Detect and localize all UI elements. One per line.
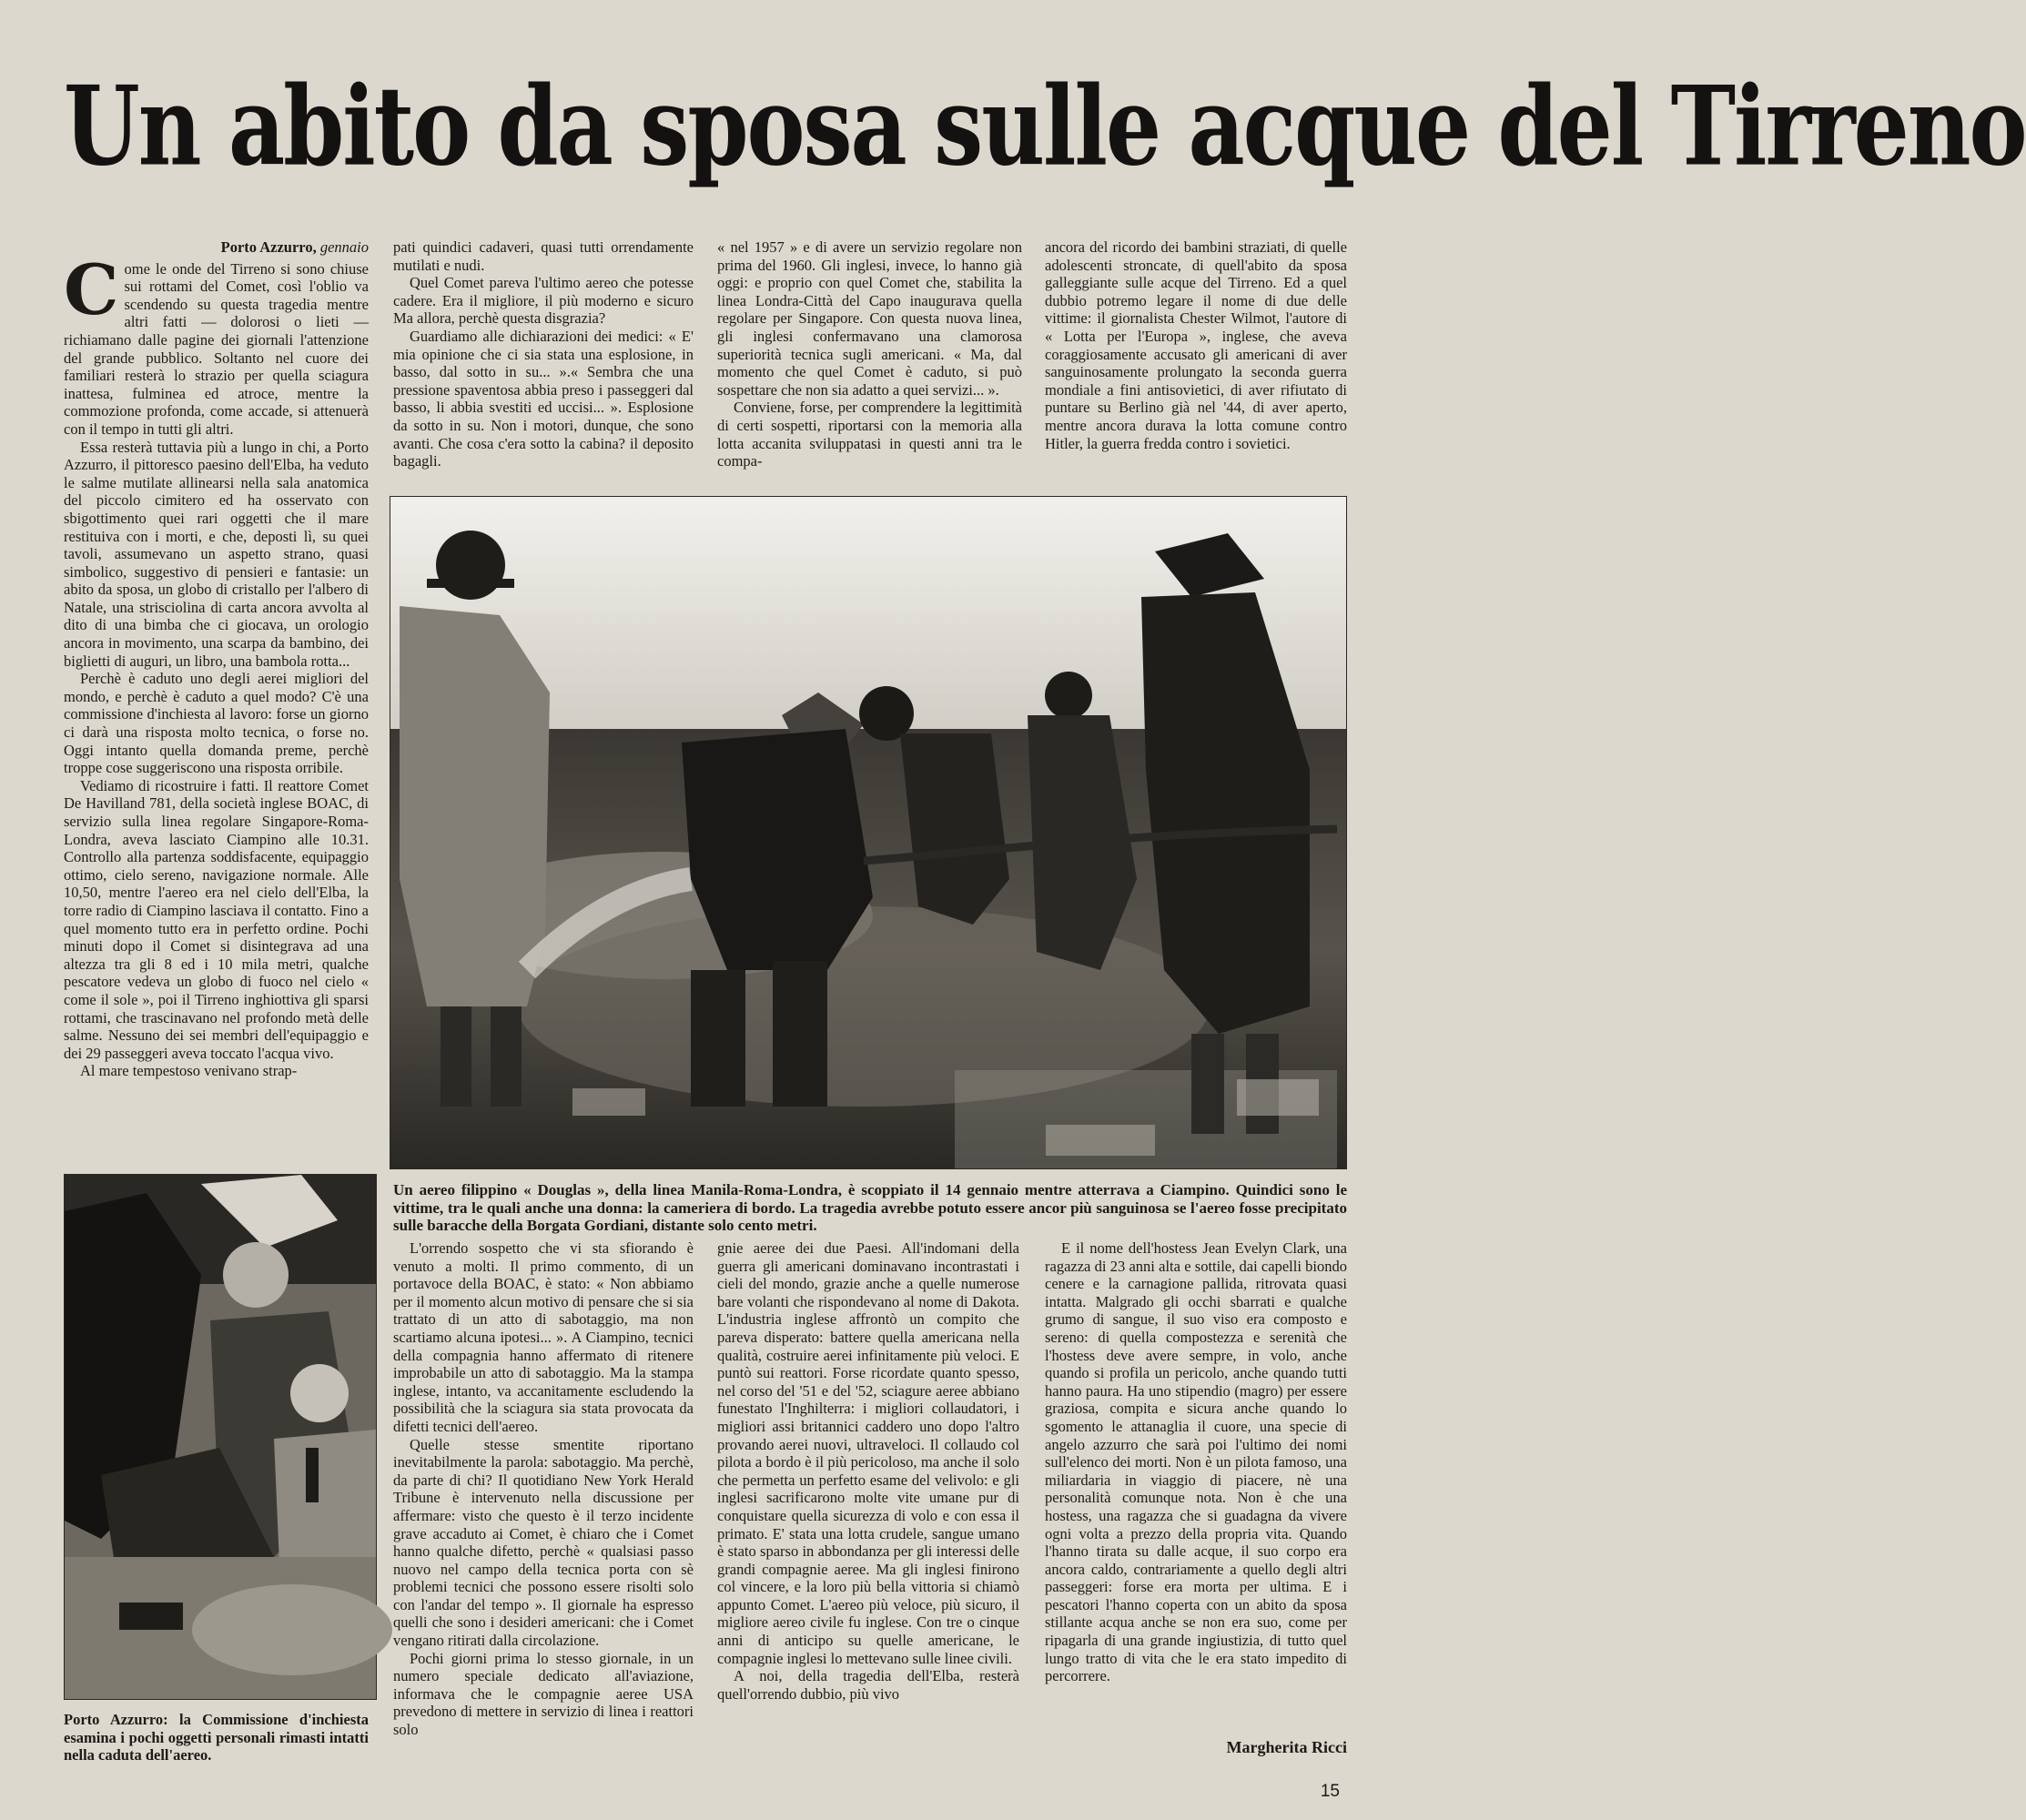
- side-photo-caption: Porto Azzurro: la Commissione d'inchiesta esamina i pochi oggetti personali rimasti intatti nella caduta dell'aereo.: [64, 1711, 369, 1764]
- article-column-1: [64, 238, 369, 1148]
- headline: Un abito da sposa sulle acque del Tirreno: [64, 61, 2026, 190]
- article-column-3: [717, 238, 1022, 489]
- paragraph: Perchè è caduto uno degli aerei migliori del mondo, e perchè è caduto a quel modo? C'è una commissione d'inchiesta al lavoro: forse un giorno ci darà una risposta molto tecnica, o forse no. Oggi intanto quella domanda preme, perchè troppe cose suggeriscono una risposta orribile.: [64, 670, 369, 777]
- paragraph: E il nome dell'hostess Jean Evelyn Clark, una ragazza di 23 anni alta e sottile, dai capelli biondo cenere e la carnagione pallida, ritrovata quasi intatta. Malgrado gli occhi sbarrati e qualche grumo di sangue, il suo viso era composto e sereno: di quella compostezza e serenità che l'hostess deve avere sempre, in volo, anche quando si profila un pericolo, anche quando tutti hanno paura. Ha uno stipendio (magro) per essere graziosa, compita e sicura anche quando lo sgomento le attanaglia il cuore, una specie di angelo azzurro che sarà poi l'ultimo dei nomi sull'elenco dei morti. Non è un pilota famoso, una miliardaria in viaggio di piacere, nè una personalità comunque nota. Non è che una hostess, una ragazza che si guadagna da vivere ogni volta a prezzo della propria vita. Quando l'hanno tirata su dalle acque, il suo corpo era ancora caldo, contrariamente a quello degli altri passeggeri: forse era morta per ultima. E i pescatori l'hanno coperta con un abito da sposa stillante acqua anche se non era suo, come per ripagarla di una grande ingiustizia, di tutto quel lungo tratto di vita che le era stato impedito di percorrere.: [1045, 1239, 1347, 1685]
- article-column-4: [1045, 238, 1347, 489]
- paragraph: Quelle stesse smentite riportano inevitabilmente la parola: sabotaggio. Ma perchè, da parte di chi? Il quotidiano New York Herald Tribune è intervenuto nella discussione per affermare: visto che questo è il terzo incidente grave accaduto ai Comet, è chiaro che i Comet hanno qualche difetto, perchè « qualsiasi passo nuovo nel campo della tecnica porta con sè problemi tecnici che possono essere risolti solo con l'andar del tempo ». Il giornale ha espresso quelli che sono i desideri americani: che i Comet vengano ritirati dalla circolazione.: [393, 1435, 694, 1650]
- main-photo-firefighters: [390, 496, 1347, 1169]
- paragraph: Guardiamo alle dichiarazioni dei medici: « E' mia opinione che ci sia stata una esplosione, in basso, dal sotto in su... ».« Sembra che una pressione spaventosa abbia preso i passeggeri dal basso, li abbia svestiti ed uccisi... ». Esplosione da sotto in su. Non i motori, dunque, che sono avanti. Che cosa c'era sotto la cabina? il deposito bagagli.: [393, 327, 694, 470]
- paragraph: « nel 1957 » e di avere un servizio regolare non prima del 1960. Gli inglesi, invece, lo hanno già oggi: e proprio con quel Comet che, stabilita la linea Londra-Città del Capo inaugurava quella regolare per Singapore. Con questa nuova linea, gli inglesi confermavano una clamorosa superiorità tecnica sugli americani. « Ma, dal momento che quel Comet è caduto, si può sospettare che non sia adatto a quei servizi... ».: [717, 238, 1022, 399]
- paragraph: Vediamo di ricostruire i fatti. Il reattore Comet De Havilland 781, della società inglese BOAC, di servizio sulla linea regolare Singapore-Roma-Londra, aveva lasciato Ciampino alle 10.31. Controllo alla partenza soddisfacente, equipaggio ottimo, cielo sereno, navigazione normale. Alle 10,50, mentre l'aereo era nel cielo dell'Elba, la torre radio di Ciampino lasciava il contatto. Fino a quel momento tutto era in perfetto ordine. Pochi minuti dopo il Comet si disintegrava ad una altezza tra gli 8 ed i 10 mila metri, qualche pescatore vedeva un globo di fuoco nel cielo « come il sole », poi il Tirreno inghiottiva gli sparsi rottami, che trascinavano nel profondo metà delle salme. Nessuno dei sei membri dell'equipaggio e dei 29 passeggeri aveva toccato l'acqua vivo.: [64, 776, 369, 1062]
- paragraph: pati quindici cadaveri, quasi tutti orrendamente mutilati e nudi.: [393, 238, 694, 274]
- author-signature: Margherita Ricci: [1226, 1738, 1347, 1756]
- main-photo-caption: Un aereo filippino « Douglas », della linea Manila-Roma-Londra, è scoppiato il 14 gennaio mentre atterrava a Ciampino. Quindici sono le vittime, tra le quali anche una donna: la cameriera di bordo. La tragedia avrebbe potuto essere ancor più sanguinosa se l'aereo fosse precipitato sulle baracche della Borgata Gordiani, distante solo cento metri.: [393, 1181, 1347, 1234]
- paragraph: Conviene, forse, per comprendere la legittimità di certi sospetti, riportarsi con la memoria alla lotta accanita sviluppatasi in questi anni tra le compa-: [717, 399, 1022, 470]
- drop-cap: C: [64, 248, 119, 330]
- paragraph: Quel Comet pareva l'ultimo aereo che potesse cadere. Era il migliore, il più moderno e sicuro Ma allora, perchè questa disgrazia?: [393, 274, 694, 328]
- paragraph: Al mare tempestoso venivano strap-: [80, 1062, 298, 1080]
- paragraph: gnie aeree dei due Paesi. All'indomani della guerra gli americani dominavano incontrastati i cieli del mondo, grazie anche a quelle numerose bare volanti che rispondevano al nome di Dakota. L'industria inglese affrontò un compito che pareva disperato: battere quella americana nella qualità, costruire aerei infinitamente più veloci. E puntò sui reattori. Forse ricordate quanto spesso, nel corso del '51 e del '52, sciagure aeree abbiano funestato l'Inghilterra: i migliori collaudatori, i migliori assi britannici caddero uno dopo l'altro provando aerei nuovi, ultraveloci. Il collaudo col pilota a bordo è il più pericoloso, ma anche il solo che permetta un perfetto esame del velivolo: e gli inglesi sacrificarono molte vite umane pur di conquistare quella sicurezza di volo e con essa il primato. E' stata una lotta crudele, sangue umano è stato sparso in abbondanza per gli interessi delle grandi compagnie aeree. Ma gli inglesi finirono col vincere, e la loro più bella vittoria si chiamò appunto Comet. L'aereo più veloce, più sicuro, il migliore aereo civile fu inglese. Con tre o cinque anni di anticipo su quelle americane, le compagnie inglesi lo mettevano sulle linee civili.: [717, 1239, 1019, 1667]
- paragraph: L'orrendo sospetto che vi sta sfiorando è venuto a molti. Il primo commento, di un portavoce della BOAC, è stato: « Non abbiamo per il momento alcun motivo di pensare che si sia trattato di un atto di sabotaggio, ma non scartiamo alcuna ipotesi... ». A Ciampino, tecnici della compagnia hanno affermato di ritenere improbabile un atto di sabotaggio. Ma la stampa inglese, intanto, va accanitamente escludendo la possibilità che la sciagura sia stata provocata da difetti tecnici dell'aereo.: [393, 1239, 694, 1435]
- paragraph: ome le onde del Tirreno si sono chiuse sui rottami del Comet, così l'oblio va scendendo su questa tragedia mentre altri fatti — dolorosi o lieti — richiamano dalle pagine dei giornali l'attenzione del grande pubblico. Soltanto nel cuore dei familiari resterà lo strazio per quella sciagura inattesa, fulminea ed atroce, mentre la commozione profonda, come accade, si attenuerà con il tempo in tutti gli altri.: [64, 259, 369, 438]
- article-column-6: [717, 1239, 1019, 1758]
- article-column-2: [393, 238, 694, 489]
- paragraph: A noi, della tragedia dell'Elba, resterà quell'orrendo dubbio, più vivo: [717, 1667, 1019, 1703]
- dateline: Porto Azzurro, gennaio: [220, 238, 369, 256]
- article-column-7: [1045, 1239, 1347, 1731]
- article-column-5: [393, 1239, 694, 1758]
- side-photo-commission: [64, 1174, 377, 1700]
- paragraph: Essa resterà tuttavia più a lungo in chi, a Porto Azzurro, il pittoresco paesino dell'Elba, ha veduto le salme mutilate allinearsi nella sala anatomica del piccolo cimitero ed ha osservato con sbigottimento quei rari oggetti che il mare restituiva con i morti, e che, deposti lì, su quei tavoli, assumevano un aspetto strano, quasi simbolico, suggestivo di pensieri e fantasie: un abito da sposa, un globo di cristallo per l'albero di Natale, una strisciolina di carta ancora avvolta al dito di una bimba che ci giocava, un orologio ancora in movimento, una scarpa da bambino, dei biglietti di auguri, un libro, una bambola rotta...: [64, 438, 369, 670]
- paragraph: ancora del ricordo dei bambini straziati, di quelle adolescenti stroncate, di quell'abito da sposa galleggiante sulle acque del Tirreno. Ed a quel dubbio potremo legare il nome di due delle vittime: il giornalista Chester Wilmot, l'autore di « Lotta per l'Europa », inglese, che aveva coraggiosamente accusato gli americani di aver sanguinosamente prolungato la seconda guerra mondiale a fini antisovietici, di aver rifiutato di puntare su Berlino già nel '44, di aver aperto, mentre ancora durava la lotta comune contro Hitler, la guerra fredda contro i sovietici.: [1045, 238, 1347, 452]
- page-number: 15: [1320, 1782, 1340, 1801]
- paragraph: Pochi giorni prima lo stesso giornale, in un numero speciale dedicato all'aviazione, informava che le compagnie aeree USA prevedono di mettere in servizio di linea i reattori solo: [393, 1649, 694, 1739]
